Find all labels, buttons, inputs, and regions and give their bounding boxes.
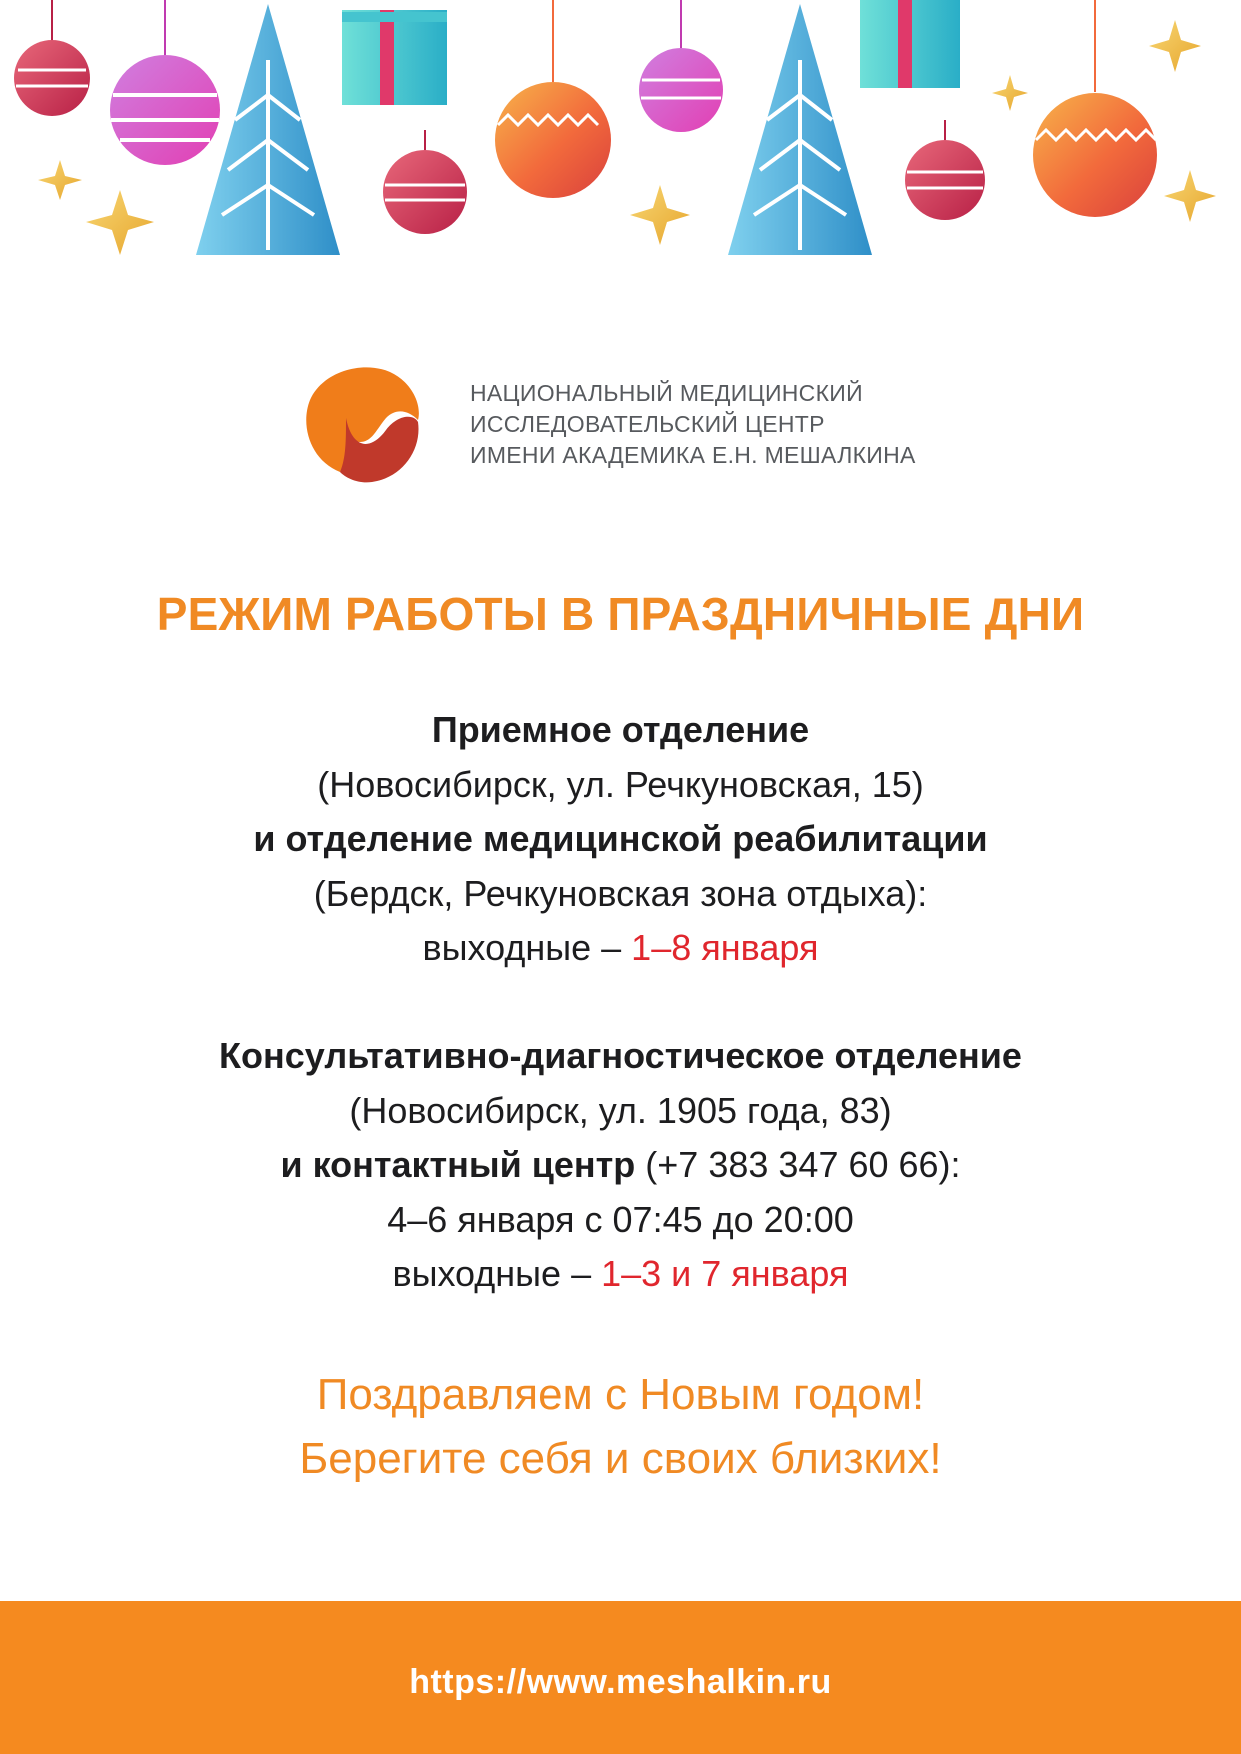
star-icon — [1149, 20, 1201, 72]
star-icon — [992, 75, 1028, 111]
page-title: РЕЖИМ РАБОТЫ В ПРАЗДНИЧНЫЕ ДНИ — [156, 588, 1085, 640]
holiday-decoration-banner — [0, 0, 1241, 300]
organization-name — [470, 378, 916, 471]
gift-box-icon — [342, 10, 447, 105]
christmas-tree-icon — [196, 4, 340, 255]
working-hours: 4–6 января с 07:45 до 20:00 — [387, 1198, 854, 1240]
department-name: и контактный центр — [280, 1144, 636, 1185]
contact-phone: (+7 383 347 60 66): — [635, 1144, 961, 1185]
christmas-tree-icon — [728, 4, 872, 255]
schedule-section-outpatient — [0, 1029, 1241, 1302]
bauble-icon — [14, 0, 90, 116]
days-off-dates: 1–8 января — [631, 927, 819, 968]
star-icon — [630, 185, 690, 245]
days-off-line — [0, 921, 1241, 976]
gift-box-icon — [860, 0, 960, 88]
days-off-label: выходные – — [392, 1253, 602, 1294]
greeting-line: Поздравляем с Новым годом! — [316, 1370, 925, 1419]
organization-name-line: ИМЕНИ АКАДЕМИКА Е.Н. МЕШАЛКИНА — [470, 442, 916, 468]
star-icon — [86, 190, 154, 255]
days-off-label: выходные – — [422, 927, 632, 968]
days-off-line — [0, 1247, 1241, 1302]
website-link[interactable]: https://www.meshalkin.ru — [409, 1663, 832, 1701]
department-name: и отделение медицинской реабилитации — [253, 818, 988, 859]
organization-name-line: НАЦИОНАЛЬНЫЙ МЕДИЦИНСКИЙ — [470, 380, 863, 406]
department-address: (Бердск, Речкуновская зона отдыха): — [313, 872, 928, 914]
bauble-icon — [1033, 0, 1157, 217]
bauble-icon — [495, 0, 611, 198]
greeting-line: Берегите себя и своих близких! — [299, 1434, 942, 1483]
bauble-icon — [110, 0, 220, 165]
bauble-icon — [639, 0, 723, 132]
footer-bar — [0, 1601, 1241, 1754]
organization-name-line: ИССЛЕДОВАТЕЛЬСКИЙ ЦЕНТР — [470, 411, 825, 437]
organization-logo — [300, 360, 1020, 485]
department-name: Приемное отделение — [431, 709, 810, 750]
bauble-icon — [905, 120, 985, 220]
contact-center-line — [0, 1138, 1241, 1193]
star-icon — [38, 160, 82, 200]
star-icon — [1164, 170, 1216, 222]
schedule-section-inpatient — [0, 703, 1241, 976]
department-name: Консультативно-диагностическое отделение — [219, 1035, 1022, 1076]
greeting-message — [0, 1363, 1241, 1491]
meshalkin-logo-icon — [300, 360, 425, 485]
department-address: (Новосибирск, ул. 1905 года, 83) — [349, 1089, 892, 1131]
department-address: (Новосибирск, ул. Речкуновская, 15) — [317, 763, 924, 805]
bauble-icon — [383, 130, 467, 234]
days-off-dates: 1–3 и 7 января — [601, 1253, 849, 1294]
